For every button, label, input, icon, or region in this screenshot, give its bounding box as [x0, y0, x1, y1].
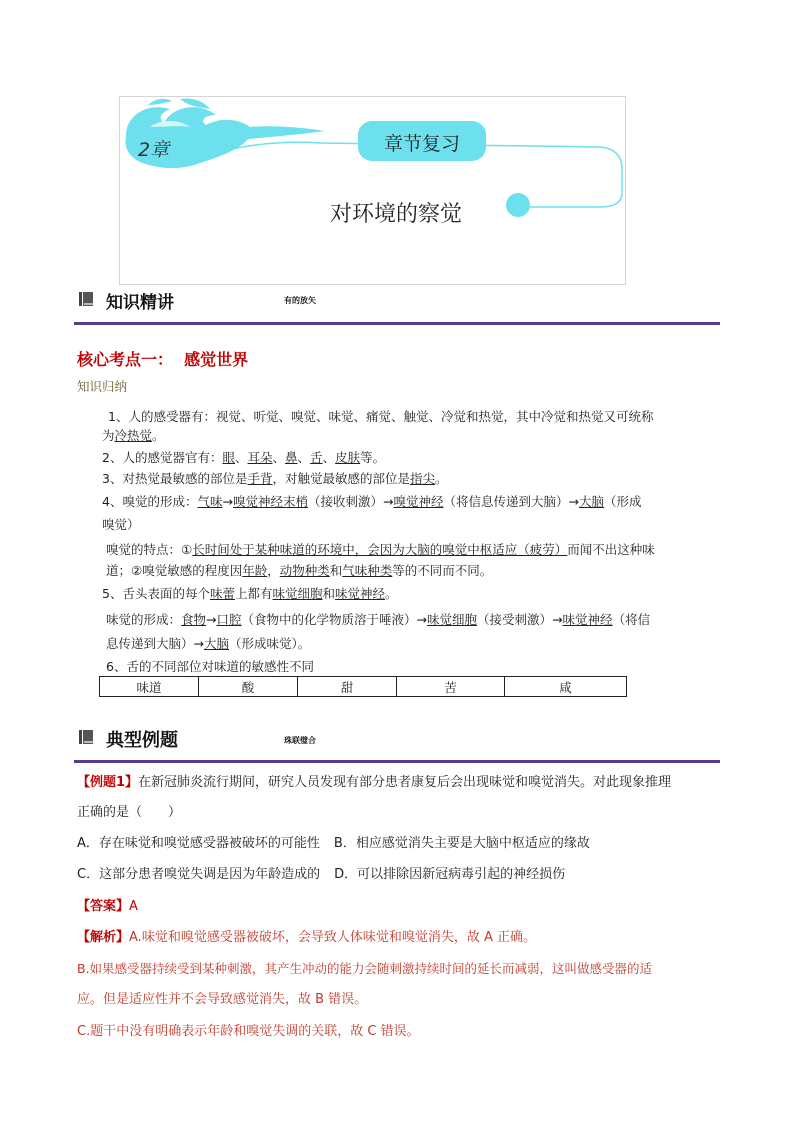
- arrow-icon: →: [222, 494, 233, 509]
- example-label: 【例题1】: [77, 775, 139, 790]
- answer-value: A: [129, 899, 138, 914]
- point-1-cont: [102, 426, 165, 445]
- text: 为: [102, 428, 115, 443]
- answer-blank: 动物种类: [279, 563, 330, 578]
- analysis-c: C.题干中没有明确表示年龄和嗅觉失调的关联，故 C 错误。: [77, 1024, 420, 1039]
- chapter-title: 对环境的察觉: [330, 202, 463, 227]
- point-smell-feature-cont: [106, 561, 492, 580]
- text: 、: [272, 450, 286, 465]
- text: 。: [385, 586, 398, 601]
- text: 。: [435, 471, 448, 486]
- analysis-text: A.味觉和嗅觉感受器被破坏，会导致人体味觉和嗅觉消失，故 A 正确。: [129, 930, 536, 945]
- text: 上都有: [234, 586, 273, 601]
- section-title: 知识精讲: [106, 293, 174, 313]
- answer-blank: 气味: [197, 494, 223, 509]
- section-header-examples: [74, 726, 720, 752]
- chapter-banner: [119, 96, 626, 285]
- text: 和: [322, 586, 336, 601]
- text: （接受刺激）: [477, 612, 553, 627]
- point-taste-formation: [106, 610, 650, 629]
- answer-blank: 口腔: [216, 612, 242, 627]
- section-subtitle: 有的放矢: [284, 296, 316, 305]
- text: 4、嗅觉的形成：: [102, 494, 198, 509]
- core-point-subtitle: 知识归纳: [77, 379, 128, 394]
- text: 味觉的形成：: [106, 612, 182, 627]
- text: 2、人的感觉器官有：: [102, 450, 223, 465]
- answer-blank: 味觉细胞: [272, 586, 323, 601]
- table-row: [100, 677, 627, 697]
- answer-blank: 味觉细胞: [427, 612, 478, 627]
- arrow-icon: →: [552, 612, 563, 627]
- answer-blank: 舌: [310, 450, 323, 465]
- answer-blank: 指尖: [410, 471, 436, 486]
- text: 而闻不出这种味: [567, 542, 655, 557]
- text: （食物中的化学物质溶于唾液）: [241, 612, 417, 627]
- point-6: 6、舌的不同部位对味道的敏感性不同: [106, 659, 314, 674]
- table-cell: 咸: [505, 677, 627, 697]
- point-4: [102, 492, 642, 511]
- example-question-cont: 正确的是（ ）: [77, 805, 182, 820]
- example-options-cd: [77, 865, 565, 885]
- arrow-icon: →: [568, 494, 579, 509]
- answer-blank: 食物: [181, 612, 207, 627]
- arrow-icon: →: [416, 612, 428, 627]
- example-options-ab: [77, 834, 590, 854]
- point-3: [102, 469, 448, 488]
- section-divider: [74, 760, 720, 763]
- answer-blank: 气味种类: [342, 563, 393, 578]
- text: （形成味觉）。: [229, 636, 311, 651]
- text: ，: [267, 563, 280, 578]
- text: 等的不同而不同。: [392, 563, 493, 578]
- answer-label: 【答案】: [77, 899, 130, 914]
- point-5: [102, 584, 398, 603]
- text: 、: [234, 450, 248, 465]
- text: 5、舌头表面的每个: [102, 586, 210, 601]
- answer-blank: 味觉神经: [562, 612, 613, 627]
- answer: [77, 897, 138, 917]
- analysis-b: B.如果感受器持续受到某种刺激，其产生冲动的能力会随刺激持续时间的延长而减弱，这叫做感受器的适: [77, 961, 653, 976]
- text: （将信: [612, 612, 651, 627]
- answer-blank: 皮肤: [335, 450, 361, 465]
- text: （将信息传递到大脑）: [443, 494, 569, 509]
- text: 在新冠肺炎流行期间，研究人员发现有部分患者康复后会出现味觉和嗅觉消失。对此现象推理: [138, 775, 672, 790]
- answer-blank: 嗅觉中枢适应（疲劳）: [442, 542, 568, 557]
- answer-blank: 大脑: [204, 636, 230, 651]
- chapter-number: 2章: [138, 139, 170, 161]
- section-label: 章节复习: [383, 133, 460, 155]
- text: 。: [152, 428, 165, 443]
- section-header-knowledge: [74, 288, 720, 314]
- table-cell: 甜: [298, 677, 397, 697]
- option-d: D．可以排除因新冠病毒引起的神经损伤: [334, 867, 566, 882]
- answer-blank: 嗅觉神经末梢: [232, 494, 308, 509]
- analysis: [77, 928, 536, 948]
- section-title: 典型例题: [106, 730, 178, 751]
- text: 、: [297, 450, 311, 465]
- arrow-icon: →: [206, 612, 217, 627]
- arrow-icon: →: [193, 636, 204, 651]
- answer-blank: 大脑: [579, 494, 605, 509]
- banner-graphic: [120, 97, 627, 286]
- point-1: 1、人的感受器有：视觉、听觉、嗅觉、味觉、痛觉、触觉、冷觉和热觉，其中冷觉和热觉又可统称: [108, 409, 654, 424]
- point-taste-formation-cont: [106, 634, 310, 653]
- answer-blank: 眼: [222, 450, 235, 465]
- option-a: A．存在味觉和嗅觉感受器被破坏的可能性: [77, 836, 320, 851]
- answer-blank: 嗅觉神经: [393, 494, 444, 509]
- analysis-label: 【解析】: [77, 930, 130, 945]
- core-point-title: 核心考点一： 感觉世界: [77, 350, 249, 369]
- text: 3、对热觉最敏感的部位是: [102, 471, 248, 486]
- option-b: B．相应感觉消失主要是大脑中枢适应的缘故: [333, 836, 590, 851]
- point-smell-feature: [106, 540, 655, 559]
- answer-blank: 鼻: [285, 450, 298, 465]
- answer-blank: 手背: [247, 471, 273, 486]
- book-icon: [78, 729, 94, 745]
- text: 、: [322, 450, 336, 465]
- text: 息传递到大脑）: [106, 636, 194, 651]
- analysis-b-cont: 应。但是适应性并不会导致感觉消失，故 B 错误。: [77, 992, 368, 1007]
- taste-table: [99, 676, 627, 697]
- answer-blank: 味蕾: [209, 586, 235, 601]
- answer-blank: 长时间处于某种味道的环境中，会因为大脑的: [192, 542, 443, 557]
- point-2: [102, 448, 385, 467]
- option-c: C．这部分患者嗅觉失调是因为年龄造成的: [77, 867, 321, 882]
- section-subtitle: 珠联璧合: [284, 736, 316, 745]
- text: 和: [329, 563, 343, 578]
- text: 道；②嗅觉敏感的程度因: [106, 563, 243, 578]
- book-icon: [78, 291, 94, 307]
- point-4-cont: 嗅觉）: [102, 517, 140, 532]
- text: 等。: [360, 450, 386, 465]
- table-cell: 苦: [397, 677, 505, 697]
- example-question: [77, 773, 671, 793]
- answer-blank: 年龄: [242, 563, 268, 578]
- answer-blank: 味觉神经: [335, 586, 386, 601]
- answer-blank: 耳朵: [247, 450, 273, 465]
- text: 嗅觉的特点：①: [106, 542, 193, 557]
- text: （形成: [604, 494, 642, 509]
- text: ，对触觉最敏感的部位是: [272, 471, 410, 486]
- table-cell: 酸: [199, 677, 298, 697]
- section-divider: [74, 322, 720, 325]
- table-cell: 味道: [100, 677, 199, 697]
- arrow-icon: →: [383, 494, 394, 509]
- answer-blank: 冷热觉: [114, 428, 153, 443]
- text: （接收刺激）: [307, 494, 383, 509]
